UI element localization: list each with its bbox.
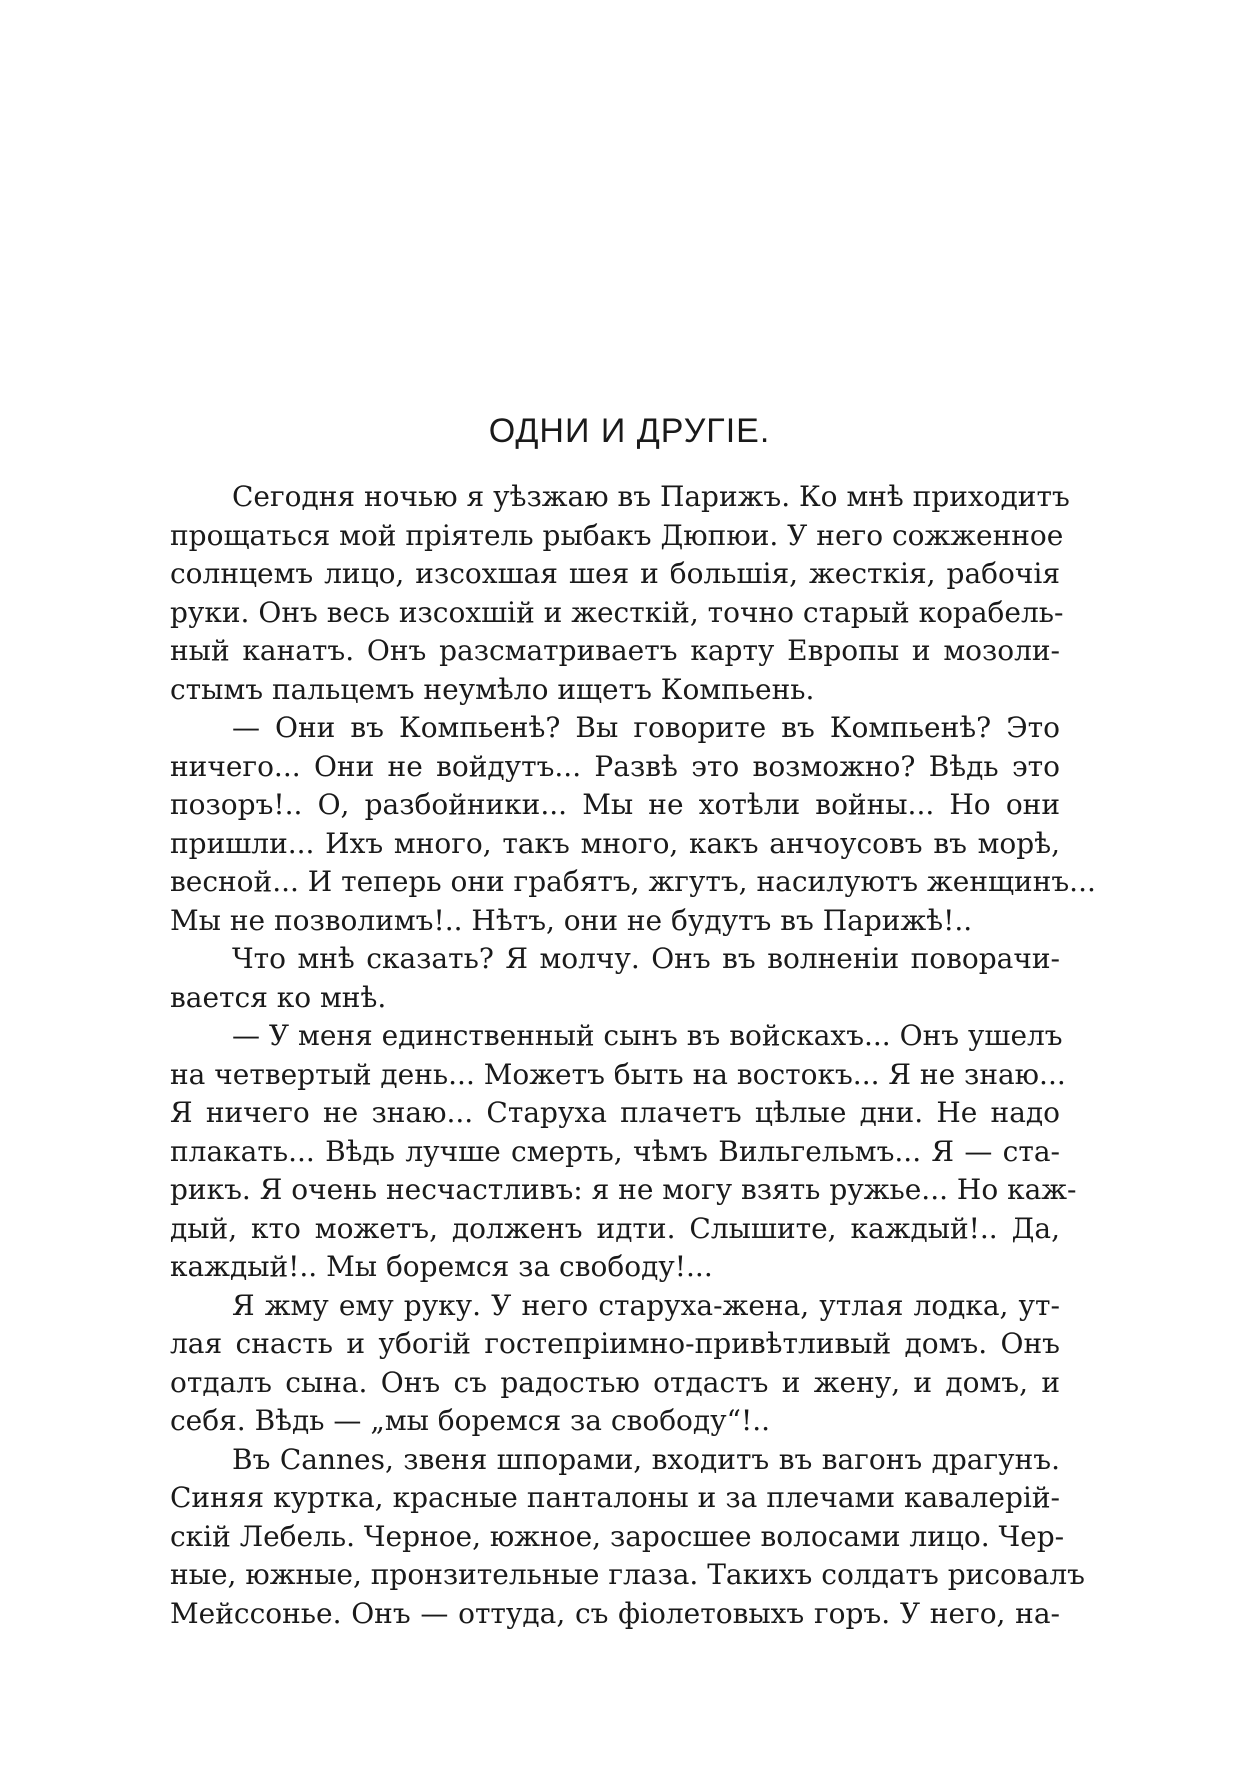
text-line: Въ Cannes, звеня шпорами, входитъ въ вагонъ драгунъ. [232,1442,1060,1476]
text-line: Сегодня ночью я уѣзжаю въ Парижъ. Ко мнѣ приходитъ [232,480,1070,513]
text-line: стымъ пальцемъ неумѣло ищетъ Компьень. [170,672,815,706]
text-line: ные, южные, пронзительные глаза. Такихъ солдатъ рисовалъ [170,1558,1085,1591]
text-line: прощаться мой пріятель рыбакъ Дюпюи. У него сожженное [170,518,1064,552]
text-line: Синяя куртка, красные панталоны и за плечами кавалерій- [170,1481,1060,1514]
text-line: — Они въ Компьенѣ? Вы говорите въ Компьенѣ? Это [232,711,1060,744]
text-line: на четвертый день... Можетъ быть на востокъ... Я не знаю... [170,1057,1066,1091]
text-line: каждый!.. Мы боремся за свободу!... [170,1250,713,1283]
chapter-title: ОДНИ И ДРУГІЕ. [488,412,771,450]
text-line: себя. Вѣдь — „мы боремся за свободу“!.. [170,1404,770,1437]
text-line: плакать... Вѣдь лучше смерть, чѣмъ Вильгельмъ... Я — ста- [170,1134,1060,1168]
text-line: — У меня единственный сынъ въ войскахъ... Онъ ушелъ [232,1019,1063,1052]
text-line: отдалъ сына. Онъ съ радостью отдастъ и жену, и домъ, и [170,1365,1060,1399]
text-line: позоръ!.. О, разбойники... Мы не хотѣли войны... Но они [170,788,1060,821]
text-line: Мейссонье. Онъ — оттуда, съ фіолетовыхъ горъ. У него, на- [170,1596,1060,1630]
text-line: Я жму ему руку. У него старуха-жена, утлая лодка, ут- [232,1288,1060,1322]
text-line: руки. Онъ весь изсохшій и жесткій, точно старый корабель- [170,595,1064,629]
text-line: Я ничего не знаю... Старуха плачетъ цѣлые дни. Не надо [170,1096,1060,1129]
text-line: вается ко мнѣ. [170,980,387,1014]
chapter-body [170,478,1096,1633]
text-line: пришли... Ихъ много, такъ много, какъ анчоусовъ въ морѣ, [170,826,1060,860]
text-line: ный канатъ. Онъ разсматриваетъ карту Европы и мозоли- [170,634,1060,667]
text-line: дый, кто можетъ, долженъ идти. Слышите, каждый!.. Да, [170,1211,1060,1245]
text-line: рикъ. Я очень несчастливъ: я не могу взять ружье... Но каж- [170,1173,1077,1206]
text-line: лая снасть и убогій гостепріимно-привѣтливый домъ. Онъ [170,1327,1060,1360]
text-line: скій Лебель. Черное, южное, заросшее волосами лицо. Чер- [170,1519,1065,1553]
text-line: весной... И теперь они грабятъ, жгутъ, насилуютъ женщинъ... [170,865,1096,898]
text-line: Мы не позволимъ!.. Нѣтъ, они не будутъ въ Парижѣ!.. [170,903,973,937]
text-line: ничего... Они не войдутъ... Развѣ это возможно? Вѣдь это [170,749,1060,783]
text-line: солнцемъ лицо, изсохшая шея и большія, жесткія, рабочія [170,557,1060,590]
text-line: Что мнѣ сказать? Я молчу. Онъ въ волненіи поворачи- [232,942,1060,975]
